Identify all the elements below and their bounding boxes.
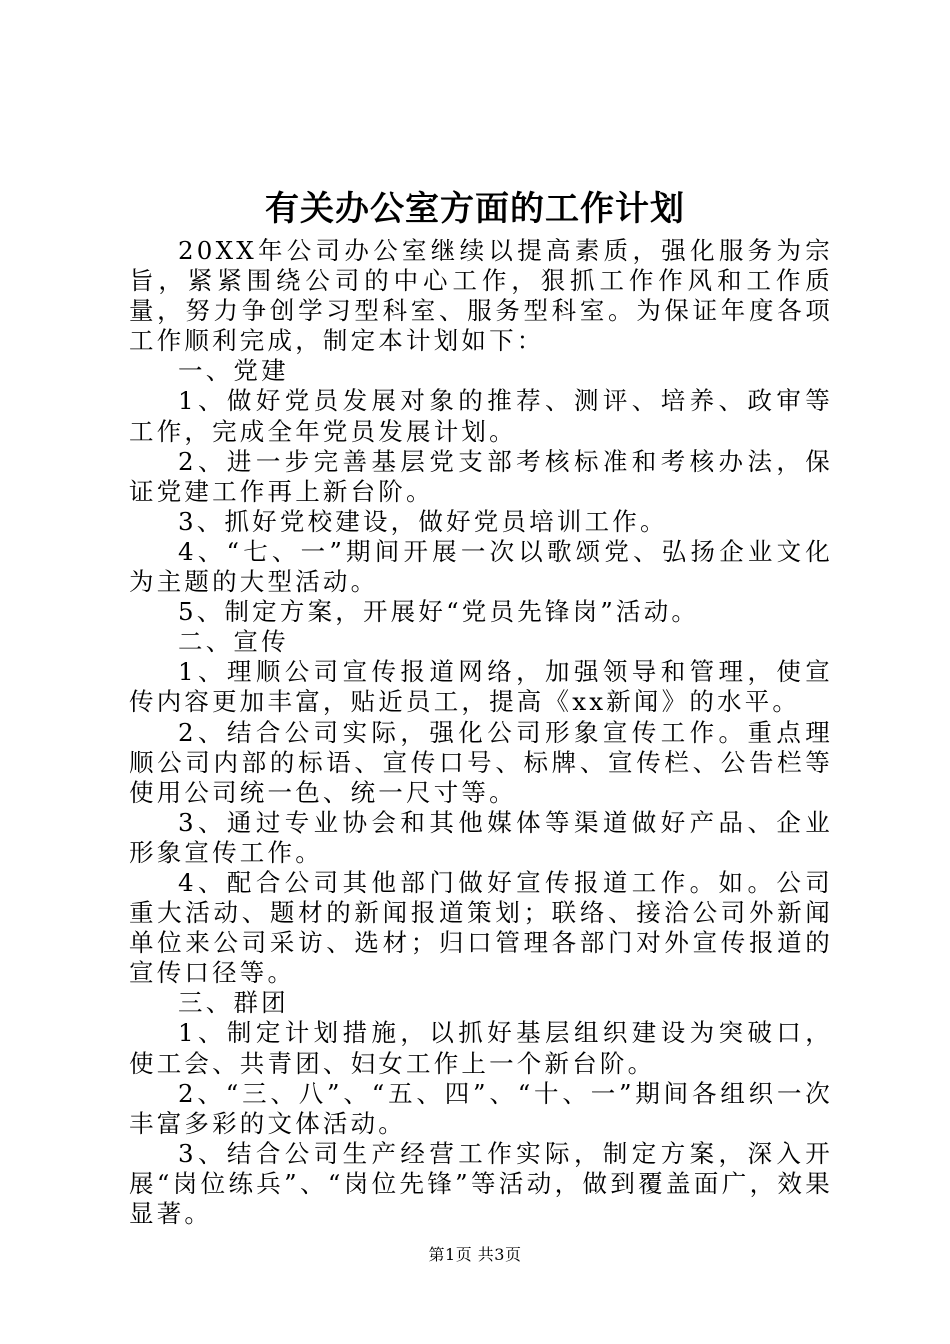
section-heading-party: 一、党建 — [178, 356, 289, 386]
intro-paragraph: 20XX年公司办公室继续以提高素质，强化服务为宗旨，紧紧围绕公司的中心工作，狠抓工作作风和工作质量，努力争创学习型科室、服务型科室。为保证年度各项工作顺利完成，制定本计划如下： — [129, 236, 833, 356]
body-paragraph: 2、进一步完善基层党支部考核标准和考核办法，保证党建工作再上新台阶。 — [129, 446, 833, 506]
body-paragraph: 3、通过专业协会和其他媒体等渠道做好产品、企业形象宣传工作。 — [129, 807, 833, 867]
body-paragraph: 5、制定方案，开展好“党员先锋岗”活动。 — [178, 597, 700, 627]
page-footer: 第1页 共3页 — [428, 1245, 522, 1264]
document-body — [129, 236, 833, 1229]
document-title: 有关办公室方面的工作计划 — [265, 189, 685, 229]
section-heading-groups: 三、群团 — [178, 988, 289, 1018]
body-paragraph: 4、配合公司其他部门做好宣传报道工作。如。公司重大活动、题材的新闻报道策划；联络、接洽公司外新闻单位来公司采访、选材；归口管理各部门对外宣传报道的宣传口径等。 — [129, 867, 833, 988]
body-paragraph: 2、“三、八”、“五、四”、“十、一”期间各组织一次丰富多彩的文体活动。 — [129, 1078, 833, 1138]
body-paragraph: 3、抓好党校建设，做好党员培训工作。 — [178, 506, 668, 536]
body-paragraph: 2、结合公司实际，强化公司形象宣传工作。重点理顺公司内部的标语、宣传口号、标牌、宣传栏、公告栏等使用公司统一色、统一尺寸等。 — [129, 717, 833, 807]
body-paragraph: 3、结合公司生产经营工作实际，制定方案，深入开展“岗位练兵”、“岗位先锋”等活动，做到覆盖面广，效果显著。 — [129, 1138, 833, 1228]
body-paragraph: 1、制定计划措施，以抓好基层组织建设为突破口，使工会、共青团、妇女工作上一个新台阶。 — [129, 1018, 833, 1078]
section-heading-publicity: 二、宣传 — [178, 627, 289, 657]
body-paragraph: 1、做好党员发展对象的推荐、测评、培养、政审等工作，完成全年党员发展计划。 — [129, 386, 833, 446]
body-paragraph: 4、“七、一”期间开展一次以歌颂党、弘扬企业文化为主题的大型活动。 — [129, 536, 833, 597]
body-paragraph: 1、理顺公司宣传报道网络，加强领导和管理，使宣传内容更加丰富，贴近员工，提高《xx新闻》的水平。 — [129, 657, 833, 717]
